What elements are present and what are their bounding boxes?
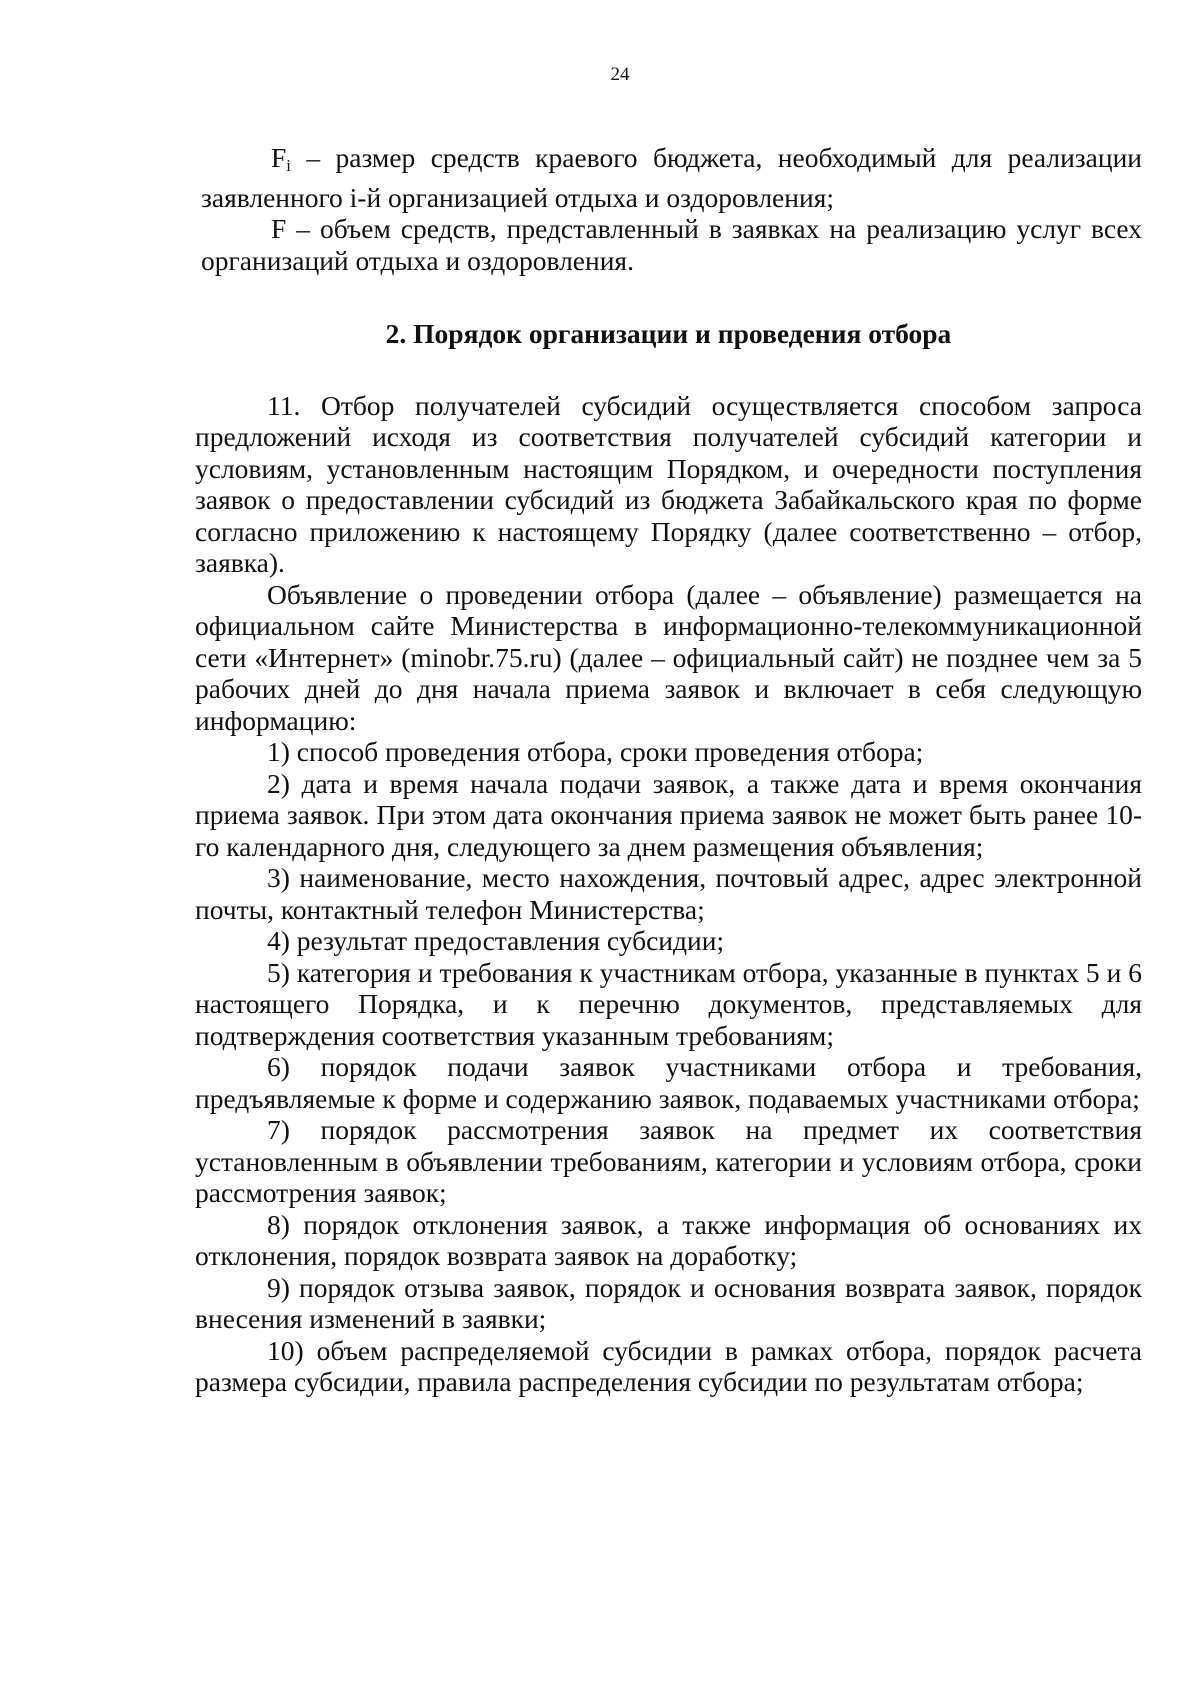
list-item: 2) дата и время начала подачи заявок, а также дата и время окончания приема заявок. При этом дата окончания приема заявок не может быть ранее 10-го календарного дня, следующего за днем размещения объявления;	[195, 767, 1142, 862]
list-item: 9) порядок отзыва заявок, порядок и основания возврата заявок, порядок внесения изменений в заявки;	[195, 1271, 1142, 1335]
symbol-f: F	[271, 142, 287, 173]
formula-definitions	[195, 142, 1142, 276]
list-item: 7) порядок рассмотрения заявок на предмет их соответствия установленным в объявлении требованиям, категории и условиям отбора, сроки рассмотрения заявок;	[195, 1114, 1142, 1209]
list-item: 3) наименование, место нахождения, почтовый адрес, адрес электронной почты, контактный телефон Министерства;	[195, 862, 1142, 925]
list-item: 10) объем распределяемой субсидии в рамках отбора, порядок расчета размера субсидии, правила распределения субсидии по результатам отбора;	[195, 1334, 1142, 1398]
definition-text: – размер средств краевого бюджета, необходимый для реализации заявленного i-й организацией отдыха и оздоровления;	[201, 142, 1142, 213]
definition-text: – объем средств, представленный в заявках на реализацию услуг всех организаций отдыха и оздоровления.	[201, 213, 1142, 276]
list-item: 4) результат предоставления субсидии;	[267, 925, 725, 957]
paragraph-announcement: Объявление о проведении отбора (далее – объявление) размещается на официальном сайте Министерства в информационно-телекоммуникационной сети «Интернет» (minobr.75.ru) (далее – официальный сайт) не позднее чем за 5 рабочих дней до дня начала приема заявок и включает в себя следующую информацию:	[195, 578, 1142, 736]
page-number: 24	[610, 64, 630, 85]
section-heading: 2. Порядок организации и проведения отбора	[385, 318, 952, 350]
list-item: 6) порядок подачи заявок участниками отбора и требования, предъявляемые к форме и содержанию заявок, подаваемых участниками отбора;	[195, 1051, 1142, 1114]
definition-fi	[201, 142, 1142, 213]
list-item: 1) способ проведения отбора, сроки проведения отбора;	[267, 736, 924, 768]
document-body	[195, 142, 1142, 1398]
paragraph-11: 11. Отбор получателей субсидий осуществляется способом запроса предложений исходя из соответствия получателей субсидий категории и условиям, установленным настоящим Порядком, и очередности поступления заявок о предоставлении субсидий из бюджета Забайкальского края по форме согласно приложению к настоящему Порядку (далее соответственно – отбор, заявка).	[195, 389, 1142, 579]
definition-f	[201, 213, 1142, 276]
symbol-f: F	[271, 213, 287, 245]
list-item: 8) порядок отклонения заявок, а также информация об основаниях их отклонения, порядок возврата заявок на доработку;	[195, 1208, 1142, 1272]
subscript-i: i	[286, 156, 291, 176]
list-item: 5) категория и требования к участникам отбора, указанные в пунктах 5 и 6 настоящего Порядка, и к перечню документов, представляемых для подтверждения соответствия указанным требованиям;	[195, 956, 1142, 1051]
